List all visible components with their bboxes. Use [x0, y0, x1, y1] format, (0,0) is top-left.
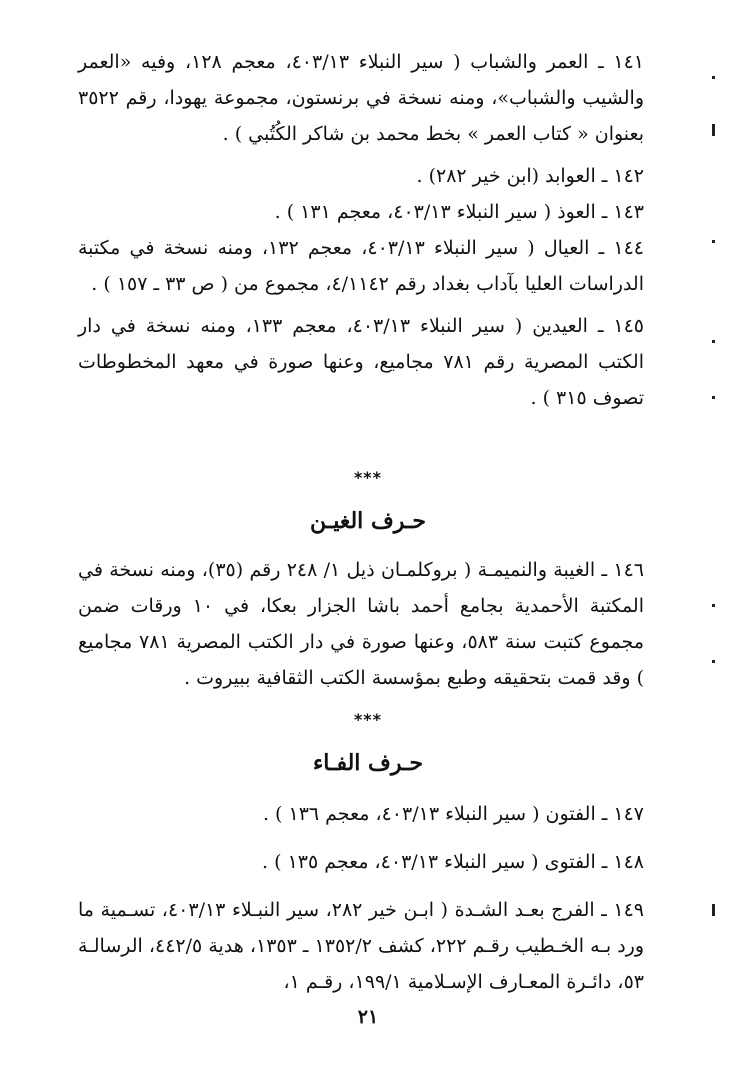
section-heading-fa: حـرف الفـاء — [312, 750, 424, 776]
entry-149: ١٤٩ ـ الفرج بعـد الشـدة ( ابـن خير ٢٨٢، سير النبـلاء ٤٠٣/١٣، تسـمية ما ورد بـه الخـطيب رقـم ٢٢٢، كشف ١٣٥٢/٢ ـ ١٣٥٣، هدية ٤٤٢/٥، الرسالـة ٥٣، دائـرة المعـارف الإسـلامية ١٩٩/١، رقـم ١، — [78, 899, 644, 993]
entry-141: ١٤١ ـ العمر والشباب ( سير النبلاء ٤٠٣/١٣، معجم ١٢٨، وفيه «العمر والشيب والشباب»، ومنه نسخة في برنستون، مجموعة يهودا، رقم ٣٥٢٢ بعنوان « كتاب العمر » بخط محمد بن شاكر الكُتُبي ) . — [78, 51, 645, 145]
entry-145: ١٤٥ ـ العيدين ( سير النبلاء ٤٠٣/١٣، معجم ١٣٣، ومنه نسخة في دار الكتب المصرية رقم ٧٨١ مجاميع، وعنها صورة في معهد المخطوطات تصوف ٣١٥ ) . — [78, 315, 644, 409]
entries-fa — [78, 796, 644, 1000]
scan-speck — [712, 124, 715, 136]
scan-speck — [712, 240, 715, 243]
section-heading-ghayn: حـرف الغيـن — [310, 508, 426, 534]
scan-speck — [712, 340, 715, 343]
section-separator: *** — [353, 710, 383, 729]
entry-144: ١٤٤ ـ العيال ( سير النبلاء ٤٠٣/١٣، معجم ١٣٢، ومنه نسخة في مكتبة الدراسات العليا بآداب بغداد رقم ٤/١١٤٢، مجموع من ( ص ٣٣ ـ ١٥٧ ) . — [78, 237, 644, 295]
section-separator: *** — [353, 468, 383, 487]
scan-speck — [712, 76, 715, 79]
entries-alif-continued — [78, 44, 644, 416]
entry-146: ١٤٦ ـ الغيبة والنميمـة ( بروكلمـان ذيل ١/ ٢٤٨ رقم (٣٥)، ومنه نسخة في المكتبة الأحمدية بجامع أحمد باشا الجزار بعكا، في ١٠ ورقات ضمن مجموع كتبت سنة ٥٨٣، وعنها صورة في دار الكتب المصرية ٧٨١ مجاميع ) وقد قمت بتحقيقه وطبع بمؤسسة الكتب الثقافية ببيروت . — [78, 559, 644, 689]
entry-148: ١٤٨ ـ الفتوى ( سير النبلاء ٤٠٣/١٣، معجم ١٣٥ ) . — [262, 851, 644, 873]
scan-speck — [712, 396, 715, 399]
entry-147: ١٤٧ ـ الفتون ( سير النبلاء ٤٠٣/١٣، معجم ١٣٦ ) . — [262, 803, 644, 825]
page-number: ٢١ — [357, 1006, 379, 1028]
scan-speck — [712, 904, 715, 916]
scan-speck — [712, 604, 715, 607]
entry-142: ١٤٢ ـ العوابد (ابن خير ٢٨٢) . — [416, 165, 644, 187]
entry-143: ١٤٣ ـ العوذ ( سير النبلاء ٤٠٣/١٣، معجم ١٣١ ) . — [274, 201, 644, 223]
scan-speck — [712, 660, 715, 663]
entries-ghayn — [78, 552, 644, 696]
